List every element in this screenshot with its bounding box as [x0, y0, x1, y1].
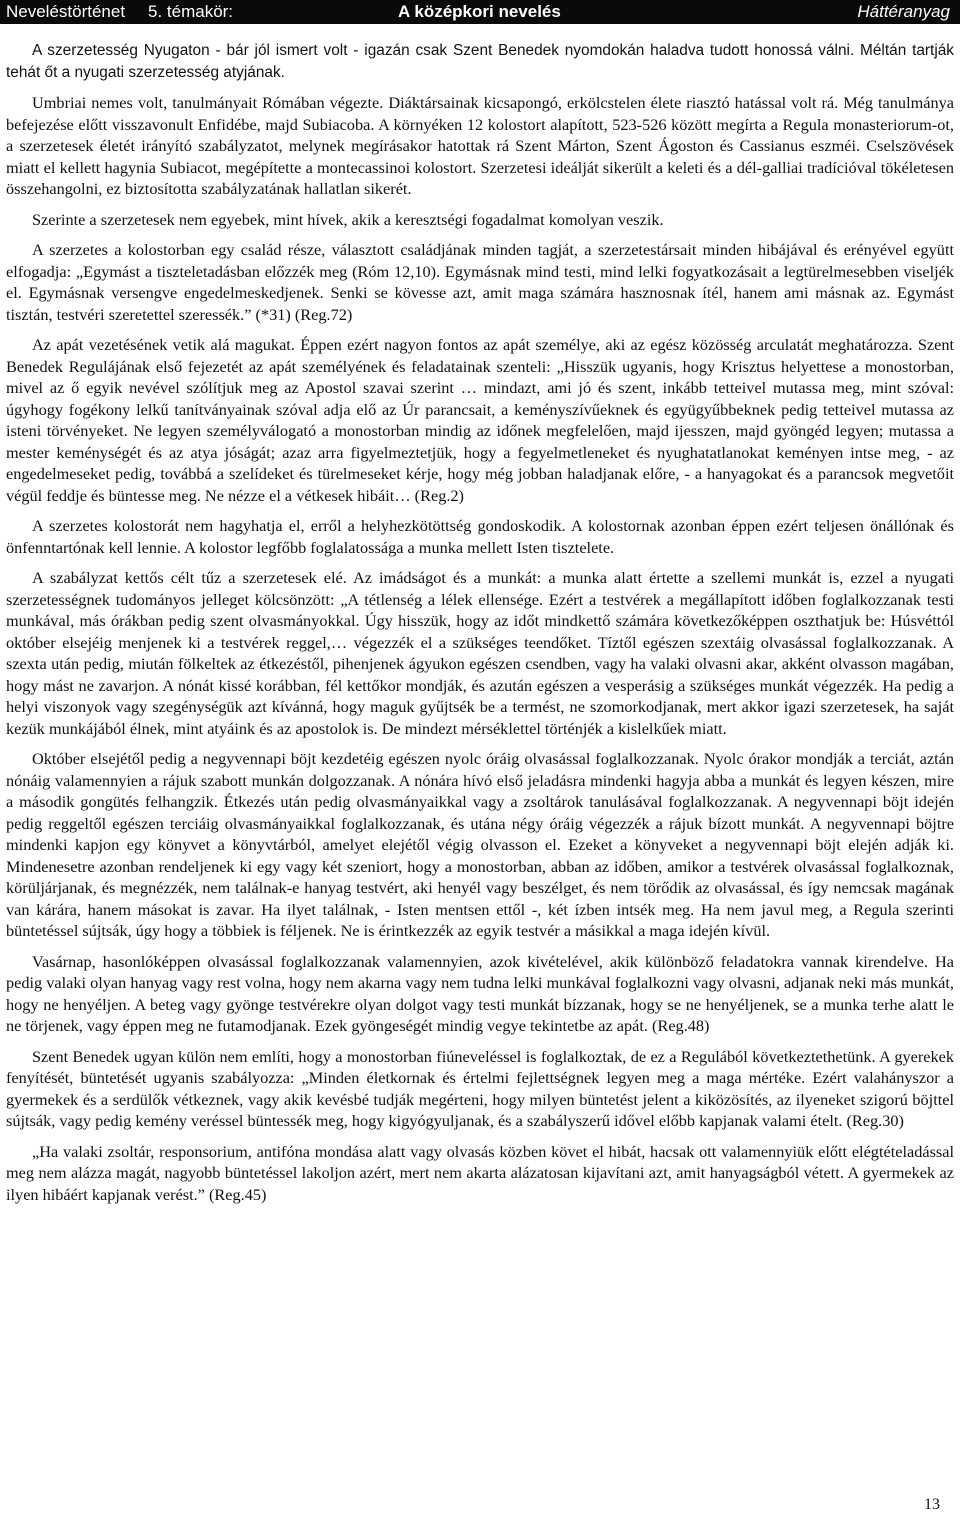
header-topic: 5. témakör:: [148, 2, 234, 21]
paragraph: A szabályzat kettős célt tűz a szerzetesek elé. Az imádságot és a munkát: a munka alatt értette a szellemi munkát is, ezzel a nyugati szerzetességnek tudományos jelleget kölcsönzött: „A tétlenség a lélek ellensége. Ezért a testvérek a megállapított időben foglalkozzanak testi munkával, más órákban pedig szent olvasmányokkal. Úgy hisszük, hogy az időt mindkettő számára következőképpen oszthatjuk be: Húsvéttól október elsejéig menjenek ki a testvérek reggel,… végezzék el a szükséges teendőket. Tíztől egészen szextáig olvasással foglalkozzanak. A szexta után pedig, miután fölkeltek az étkezéstől, pihenjenek ágyukon egészen csendben, vagy ha valaki olvasni akar, akként olvasson magában, hogy mást ne zavarjon. A nónát kissé korábban, fél kettőkor mondják, és azután egészen a vesperásig a szükséges munkát végezzék. Ha pedig a helyi viszonyok vagy szegénységük azt kívánná, hogy maguk gyűjtsék be a termést, ne szomorkodjanak, mert akkor igazi szerzetesek, ha saját kezük munkájából élnek, mint atyáink és az apostolok is. De mindezt mérséklettel történjék a kislelkűek miatt.: [6, 568, 954, 738]
paragraph: „Ha valaki zsoltár, responsorium, antifóna mondása alatt vagy olvasás közben követ el hibát, hacsak ott valamennyiük előtt elégtételadással meg nem alázza magát, nagyobb büntetéssel lakoljon azért, mert nem akarta alázatosan kijavítani azt, amit hanyagságból vétett. A gyermekek az ilyen hibáért kapjanak verést.” (Reg.45): [6, 1141, 954, 1204]
page-number: 13: [924, 1496, 940, 1513]
header-course: Neveléstörténet: [6, 2, 126, 21]
paragraph: A szerzetes kolostorát nem hagyhatja el, erről a helyhezkötöttség gondoskodik. A kolostornak azonban éppen ezért teljesen önállónak és önfenntartónak kell lennie. A kolostor legfőbb foglalatossága a munka mellett Isten tisztelete.: [6, 516, 954, 557]
paragraph: A szerzetes a kolostorban egy család része, választott családjának minden tagját, a szerzetestársait minden hibájával és erényével együtt elfogadja: „Egymást a tiszteletadásban előzzék meg (Róm 12,10). Egymásnak mind testi, mind lelki fogyatkozásait a legtürelmesebben viseljék el. Egymásnak versengve engedelmeskedjenek. Senki se kövesse azt, amit maga számára hasznosnak ítél, hanem ami másnak az. Egymást tisztán, testvéri szeretettel szeressék.” (*31) (Reg.72): [6, 240, 954, 324]
document-body: [6, 40, 954, 1214]
paragraph: Umbriai nemes volt, tanulmányait Rómában végezte. Diáktársainak kicsapongó, erkölcstelen élete riasztó hatással volt rá. Még tanulmánya befejezése előtt visszavonult Enfidébe, majd Subiacoba. A környéken 12 kolostort alapított, 523-526 között megírta a Regula monasteriorum-ot, a szerzetesek életét irányító szabályzatot, melynek megírásakor hatottak rá Szent Márton, Szent Ágoston és Cassianus eszméi. Cselszövések miatt el kellett hagynia Subiacot, megépítette a montecassinoi kolostort. Szerzetesi ideálját sikerült a keleti és a dél-galliai tradícióval tökéletesen összehangolni, ez biztosította szabályzatának hallatlan sikerét.: [6, 93, 954, 198]
header-title: A középkori nevelés: [398, 2, 561, 21]
header-section: Háttéranyag: [857, 2, 950, 21]
page-header: [0, 0, 960, 24]
paragraph: Vasárnap, hasonlóképpen olvasással foglalkozzanak valamennyien, azok kivételével, akik különböző feladatokra vannak kirendelve. Ha pedig valaki olyan hanyag vagy rest volna, hogy nem akarna vagy nem tudna lelki munkával foglalkozni vagy olvasni, adjanak neki más munkát, hogy ne henyéljen. A beteg vagy gyönge testvérekre olyan dolgot vagy testi munkát bízzanak, hogy se ne henyéljenek, se a munka terhe alatt le ne törjenek, vagy éppen meg ne futamodjanak. Ezek gyöngeségét mindig vegye tekintetbe az apát. (Reg.48): [6, 951, 954, 1035]
paragraph: Október elsejétől pedig a negyvennapi böjt kezdetéig egészen nyolc óráig olvasással foglalkozzanak. Nyolc órakor mondják a terciát, aztán nónáig valamennyien a rájuk szabott munkán dolgozzanak. A nónára hívó első jeladásra mindenki hagyja abba a munkát és legyen készen, mire a második gongütés felhangzik. Étkezés után pedig olvasmányaikkal vagy a zsoltárok tanulásával foglalkozzanak. A negyvennapi böjt idején pedig reggeltől egészen terciáig olvasmányaikkal foglalkozzanak, és utána négy óráig végezzék a rájuk bízott munkát. A negyvennapi böjtre mindenki kapjon egy könyvet a könyvtárból, amelyet elejétől végig olvasson el. Ezeket a könyveket a negyvennapi böjt elején adják ki. Mindenesetre azonban rendeljenek ki egy vagy két szeniort, hogy a monostorban, abban az időben, amikor a testvérek olvasással foglalkoznak, körüljárjanak, és megnézzék, nem találnak-e hanyag testvért, aki henyél vagy beszélget, és nem törődik az olvasással, és így nemcsak magának van kárára, hanem másokat is zavar. Ha ilyet találnak, - Isten mentsen ettől -, két ízben intsék meg. Ha nem javul meg, a Regula szerinti büntetéssel sújtsák, úgy hogy a többiek is féljenek. Ne is érintkezzék az egyik testvér a másikkal a maga idején kívül.: [6, 749, 954, 940]
paragraph: Szent Benedek ugyan külön nem említi, hogy a monostorban fiúneveléssel is foglalkoztak, de ez a Regulából következtethetünk. A gyerekek fenyítését, büntetését ugyanis szabályozza: „Minden életkornak és értelmi fejlettségnek legyen meg a maga mértéke. Ezért valahányszor a gyermekek és a serdülők vétkeznek, vagy akik kevésbé tudják megérteni, hogy milyen büntetést jelent a kiközösítés, az ilyeneket szigorú böjttel sújtsák, vagy pedig kemény veréssel büntessék meg, hogy kigyógyuljanak, és a szabályszerű idővel előbb kapjanak valami ételt. (Reg.30): [6, 1046, 954, 1130]
paragraph: Az apát vezetésének vetik alá magukat. Éppen ezért nagyon fontos az apát személye, aki az egész közösség arculatát meghatározza. Szent Benedek Regulájának első fejezetét az apát személyének és feladatainak szenteli: „Hisszük ugyanis, hogy Krisztus helyettese a monostorban, mivel az ő egyik nevével szólítjuk meg az Apostol szavai szerint … mindazt, ami jó és szent, inkább tetteivel mutassa meg, mint szóval: úgyhogy fogékony lelkű tanítványainak szóval adja elő az Úr parancsait, a keményszívűeknek és együgyűbbeknek pedig tetteivel mutassa az isteni törvényeket. Ne legyen személyválogató a monostorban mindig az időnek megfelelően, majd ijesszen, majd gyöngéd legyen; mutassa a mester keménységét és az atya jóságát; azaz arra figyelmeztetjük, hogy a fegyelmetleneket és nyughatatlanokat keményen intse meg, - az engedelmeseket pedig, továbbá a szelídeket és türelmeseket kérje, hogy még jobban haladjanak előre, - a hanyagokat és a parancsok megvetőit végül feddje és büntesse meg. Ne nézze el a vétkesek hibáit… (Reg.2): [6, 335, 954, 505]
paragraph: Szerinte a szerzetesek nem egyebek, mint hívek, akik a keresztségi fogadalmat komolyan veszik.: [32, 209, 664, 229]
paragraph: A szerzetesség Nyugaton - bár jól ismert volt - igazán csak Szent Benedek nyomdokán haladva tudott honossá válni. Méltán tartják tehát őt a nyugati szerzetesség atyjának.: [6, 42, 954, 81]
